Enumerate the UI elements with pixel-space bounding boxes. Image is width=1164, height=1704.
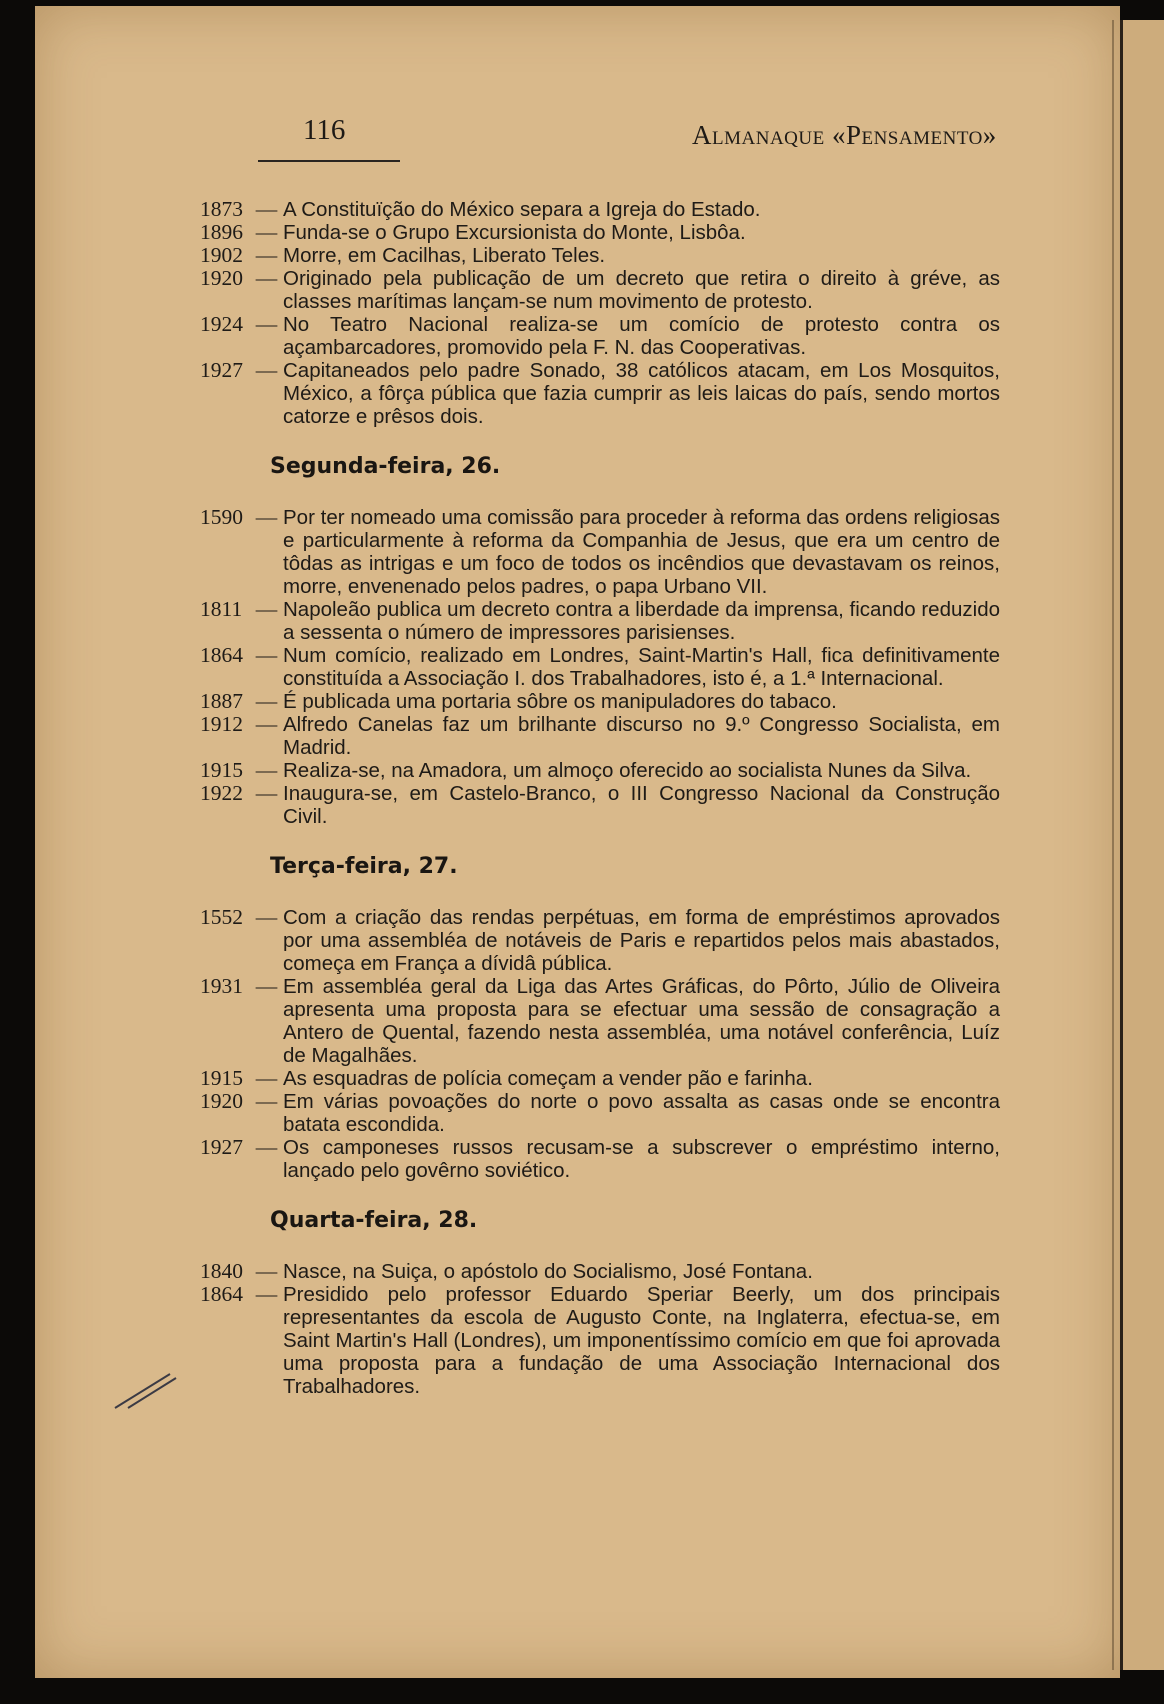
entry-year: 1590 — [200, 505, 243, 529]
chronology-content — [200, 198, 1000, 1398]
entry-year: 1931 — [200, 974, 243, 998]
entry-text: Em assembléa geral da Liga das Artes Gráficas, do Pôrto, Júlio de Oliveira apresenta uma proposta para se efectuar uma sessão de consagração a Antero de Quental, fazendo nesta assembléa, uma notável conferência, Luíz de Magalhães. — [283, 975, 1000, 1067]
entry-year: 1922 — [200, 781, 243, 805]
entry-dash: — — [255, 905, 278, 929]
entry-year: 1896 — [200, 220, 243, 244]
entry-text: Por ter nomeado uma comissão para proceder à reforma das ordens religiosas e particularmente à reforma da Companhia de Jesus, que era um centro de tôdas as intrigas e um foco de todos os incêndios que devastavam os reinos, morre, envenenado pelos padres, o papa Urbano VII. — [283, 506, 1000, 598]
chronology-entry — [200, 782, 1000, 828]
entry-dash: — — [255, 643, 278, 667]
entry-dash: — — [255, 597, 278, 621]
entry-text: No Teatro Nacional realiza-se um comício de protesto contra os açambarcadores, promovido pela F. N. das Cooperativas. — [283, 313, 1000, 359]
entry-dash: — — [255, 197, 278, 221]
entry-text: Morre, em Cacilhas, Liberato Teles. — [283, 244, 606, 267]
section-heading: Quarta-feira, 28. — [270, 1208, 478, 1233]
entry-year: 1927 — [200, 358, 243, 382]
entry-dash: — — [255, 1259, 278, 1283]
entry-dash: — — [255, 1282, 278, 1306]
entry-year: 1927 — [200, 1135, 243, 1159]
entry-dash: — — [255, 1089, 278, 1113]
entry-year: 1811 — [200, 597, 243, 621]
entry-dash: — — [255, 974, 278, 998]
entry-text: Inaugura-se, em Castelo-Branco, o III Congresso Nacional da Construção Civil. — [283, 782, 1000, 828]
chronology-entry — [200, 267, 1000, 313]
page-number-rule — [258, 160, 400, 162]
entry-text: Presidido pelo professor Eduardo Speriar Beerly, um dos principais representantes da escola de Augusto Conte, na Inglaterra, efectua-se, em Saint Martin's Hall (Londres), um imponentíssimo comício em que foi aprovada uma proposta para a fundação de uma Associação Internacional dos Trabalhadores. — [283, 1283, 1000, 1398]
running-title: Almanaque «Pensamento» — [692, 120, 997, 150]
entry-dash: — — [255, 243, 278, 267]
chronology-entry — [200, 506, 1000, 598]
entry-text: Os camponeses russos recusam-se a subscrever o empréstimo interno, lançado pelo govêrno soviético. — [283, 1136, 1000, 1182]
section-heading: Segunda-feira, 26. — [270, 454, 501, 479]
entry-year: 1924 — [200, 312, 243, 336]
entry-dash: — — [255, 712, 278, 736]
entry-text: Num comício, realizado em Londres, Saint-Martin's Hall, fica definitivamente constituída a Associação I. dos Trabalhadores, isto é, a 1.ª Internacional. — [283, 644, 1000, 690]
entry-year: 1915 — [200, 1066, 243, 1090]
chronology-entry — [200, 359, 1000, 428]
chronology-entry — [200, 975, 1000, 1067]
entry-dash: — — [255, 220, 278, 244]
chronology-entry — [200, 713, 1000, 759]
entry-year: 1873 — [200, 197, 243, 221]
entry-year: 1920 — [200, 1089, 243, 1113]
entry-dash: — — [255, 1066, 278, 1090]
chronology-entry — [200, 1136, 1000, 1182]
chronology-entry — [200, 1260, 1000, 1283]
section-segunda-feira — [200, 506, 1000, 828]
entry-dash: — — [255, 758, 278, 782]
entry-year: 1915 — [200, 758, 243, 782]
chronology-entry — [200, 690, 1000, 713]
entry-year: 1840 — [200, 1259, 243, 1283]
entry-text: Em várias povoações do norte o povo assalta as casas onde se encontra batata escondida. — [283, 1090, 1000, 1136]
entry-year: 1864 — [200, 1282, 243, 1306]
entry-year: 1912 — [200, 712, 243, 736]
entry-text: As esquadras de polícia começam a vender pão e farinha. — [283, 1067, 813, 1090]
entry-year: 1920 — [200, 266, 243, 290]
section-quarta-feira — [200, 1260, 1000, 1398]
chronology-entry — [200, 644, 1000, 690]
entry-text: Realiza-se, na Amadora, um almoço oferecido ao socialista Nunes da Silva. — [283, 759, 972, 782]
page-number: 116 — [303, 114, 346, 146]
chronology-entry — [200, 244, 1000, 267]
section-terca-feira — [200, 906, 1000, 1182]
entry-year: 1552 — [200, 905, 243, 929]
entry-text: Napoleão publica um decreto contra a liberdade da imprensa, ficando reduzido a sessenta o número de impressores parisienses. — [283, 598, 1000, 644]
entry-dash: — — [255, 1135, 278, 1159]
entry-text: Capitaneados pelo padre Sonado, 38 católicos atacam, em Los Mosquitos, México, a fôrça pública que fazia cumprir as leis laicas do país, sendo mortos catorze e prêsos dois. — [283, 359, 1000, 428]
chronology-entry — [200, 1067, 1000, 1090]
entry-dash: — — [255, 358, 278, 382]
section-continuation — [200, 198, 1000, 428]
entry-text: É publicada uma portaria sôbre os manipuladores do tabaco. — [283, 690, 837, 713]
entry-year: 1864 — [200, 643, 243, 667]
chronology-entry — [200, 598, 1000, 644]
entry-dash: — — [255, 266, 278, 290]
chronology-entry — [200, 198, 1000, 221]
chronology-entry — [200, 221, 1000, 244]
page-fold-line — [1112, 20, 1114, 1670]
entry-text: Com a criação das rendas perpétuas, em forma de empréstimos aprovados por uma assembléa de notáveis de Paris e repartidos pelos mais abastados, começa em França a dívidâ pública. — [283, 906, 1000, 975]
entry-text: Originado pela publicação de um decreto que retira o direito à gréve, as classes marítimas lançam-se num movimento de protesto. — [283, 267, 1000, 313]
chronology-entry — [200, 1090, 1000, 1136]
entry-dash: — — [255, 781, 278, 805]
pencil-mark-icon — [110, 1370, 180, 1410]
entry-text: A Constituïção do México separa a Igreja do Estado. — [283, 198, 761, 221]
chronology-entry — [200, 313, 1000, 359]
chronology-entry — [200, 759, 1000, 782]
chronology-entry — [200, 1283, 1000, 1398]
section-heading: Terça-feira, 27. — [270, 854, 458, 879]
entry-year: 1902 — [200, 243, 243, 267]
entry-dash: — — [255, 505, 278, 529]
entry-dash: — — [255, 689, 278, 713]
entry-text: Nasce, na Suiça, o apóstolo do Socialismo, José Fontana. — [283, 1260, 813, 1283]
chronology-entry — [200, 906, 1000, 975]
entry-year: 1887 — [200, 689, 243, 713]
entry-text: Alfredo Canelas faz um brilhante discurso no 9.º Congresso Socialista, em Madrid. — [283, 713, 1000, 759]
adjacent-page-edge — [1120, 20, 1164, 1670]
entry-dash: — — [255, 312, 278, 336]
entry-text: Funda-se o Grupo Excursionista do Monte, Lisbôa. — [283, 221, 746, 244]
